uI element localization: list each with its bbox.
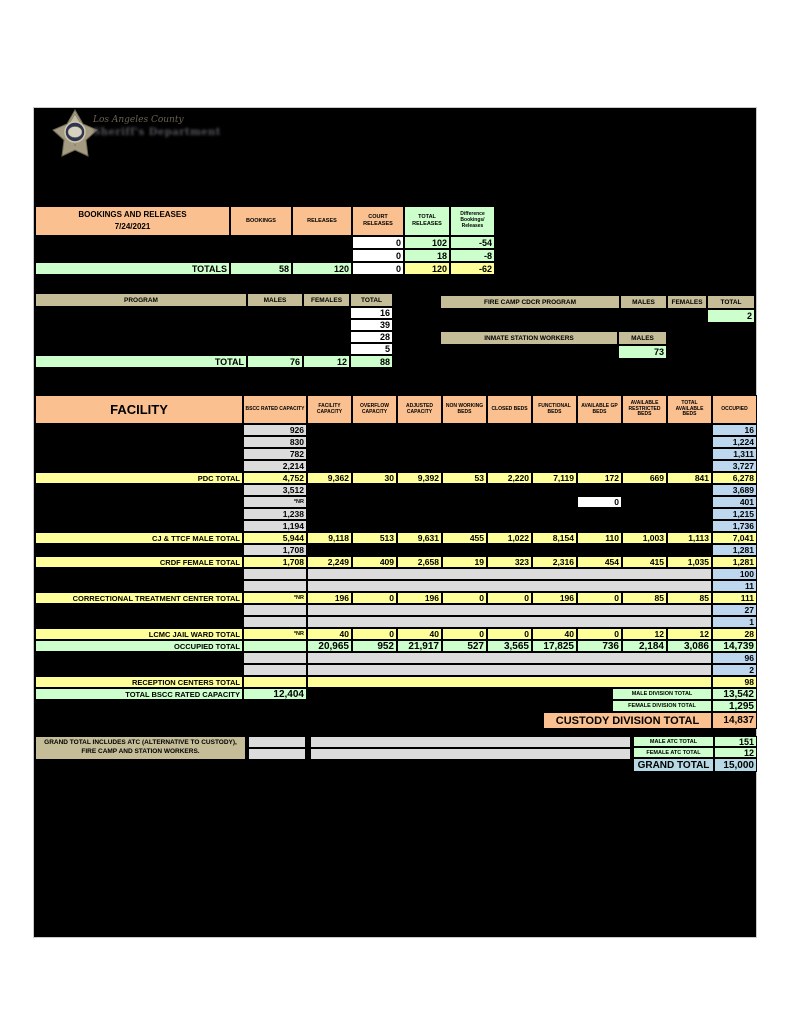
facility-title: FACILITY	[35, 395, 243, 424]
ctc-total-row	[35, 592, 757, 604]
redacted-cell	[35, 249, 352, 262]
total-cell: 0	[577, 592, 622, 604]
department-name: Sheriff's Department	[93, 127, 221, 138]
facility-row-redacted	[35, 580, 757, 592]
station-workers-males-cell: 73	[618, 345, 667, 359]
total-cell: 0	[352, 628, 397, 640]
total-cell: 2,184	[622, 640, 667, 652]
total-cell: 111	[712, 592, 757, 604]
col-header-total-releases: TOTAL RELEASES	[404, 206, 450, 236]
merged-gray-cell	[310, 736, 631, 748]
total-cell: 323	[487, 556, 532, 568]
col-header-total: TOTAL	[350, 293, 393, 307]
total-cell: 196	[397, 592, 442, 604]
station-workers-row-redacted	[440, 345, 667, 359]
total-cell: 1,708	[243, 556, 307, 568]
redacted-cell	[307, 484, 712, 496]
total-cell: 0	[577, 628, 622, 640]
redacted-cell	[35, 700, 612, 712]
fire-camp-row-redacted	[440, 309, 755, 323]
total-cell: 12	[667, 628, 712, 640]
total-cell: 110	[577, 532, 622, 544]
occupied-cell: 2	[712, 664, 757, 676]
bscc-cell: 1,238	[243, 508, 307, 520]
total-cell: 20,965	[307, 640, 352, 652]
agency-name: Los Angeles County	[93, 115, 184, 125]
program-total-cell: 16	[350, 307, 393, 319]
program-total-cell: 39	[350, 319, 393, 331]
totals-bookings: 58	[230, 262, 292, 275]
program-header-row	[35, 293, 393, 307]
col-header-non-working-beds: NON WORKING BEDS	[442, 395, 487, 424]
merged-gray-cell	[307, 580, 712, 592]
redacted-cell	[35, 343, 350, 355]
col-header-bscc-rated-capacity: BSCC RATED CAPACITY	[243, 395, 307, 424]
bscc-cell: 1,194	[243, 520, 307, 532]
col-header-available-restricted-beds: AVAILABLE RESTRICTED BEDS	[622, 395, 667, 424]
custody-division-total-row	[35, 712, 757, 729]
occupied-total-row	[35, 640, 757, 652]
bscc-cell-empty	[243, 616, 307, 628]
facility-row-redacted	[35, 616, 757, 628]
merged-gray-cell	[307, 664, 712, 676]
bscc-cell-empty	[243, 664, 307, 676]
total-cell: 736	[577, 640, 622, 652]
redacted-cell	[35, 319, 350, 331]
col-header-females: FEMALES	[667, 295, 707, 309]
program-row-redacted	[35, 307, 393, 319]
total-cell: 12	[622, 628, 667, 640]
col-header-difference: Difference Bookings/ Releases	[450, 206, 495, 236]
total-cell: 454	[577, 556, 622, 568]
bscc-cell-empty	[243, 604, 307, 616]
occupied-cell: 3,689	[712, 484, 757, 496]
fire-camp-header-row	[440, 295, 755, 309]
bscc-capacity-value: 12,404	[243, 688, 307, 700]
col-header-facility-capacity: FACILITY CAPACITY	[307, 395, 352, 424]
facility-row-redacted	[35, 508, 757, 520]
sheriff-star-badge-icon	[52, 108, 98, 164]
col-header-bookings: BOOKINGS	[230, 206, 292, 236]
total-cell: 409	[352, 556, 397, 568]
bscc-cell-empty	[243, 580, 307, 592]
occupied-cell: 27	[712, 604, 757, 616]
total-cell: 415	[622, 556, 667, 568]
total-cell: 85	[667, 592, 712, 604]
bscc-cell: 926	[243, 424, 307, 436]
total-cell: 0	[487, 628, 532, 640]
merged-gray-cell	[310, 748, 631, 760]
grand-total-row	[633, 758, 757, 772]
redacted-cell	[35, 484, 243, 496]
total-cell: 669	[622, 472, 667, 484]
cj-ttcf-male-total-row	[35, 532, 757, 544]
col-header-total: TOTAL	[707, 295, 755, 309]
total-cell	[243, 640, 307, 652]
program-table	[35, 293, 393, 368]
total-releases-cell: 18	[404, 249, 450, 262]
total-cell: *NR	[243, 592, 307, 604]
total-cell: 1,113	[667, 532, 712, 544]
redacted-cell	[622, 496, 712, 508]
fire-camp-title: FIRE CAMP CDCR PROGRAM	[440, 295, 620, 309]
redacted-cell	[35, 436, 243, 448]
total-releases-cell: 102	[404, 236, 450, 249]
col-header-court-releases: COURT RELEASES	[352, 206, 404, 236]
female-division-total-value: 1,295	[712, 700, 757, 712]
merged-gray-cell	[307, 604, 712, 616]
program-total-cell: 5	[350, 343, 393, 355]
total-cell: 30	[352, 472, 397, 484]
merged-yellow-cell	[307, 676, 712, 688]
merged-gray-cell	[248, 736, 306, 748]
total-cell: 2,249	[307, 556, 352, 568]
female-atc-total-value: 12	[714, 747, 757, 758]
redacted-cell	[35, 664, 243, 676]
total-cell: 2,316	[532, 556, 577, 568]
occupied-cell: 1,281	[712, 544, 757, 556]
bscc-cell: 1,708	[243, 544, 307, 556]
crdf-female-total-row	[35, 556, 757, 568]
grand-total-value: 15,000	[714, 758, 757, 772]
totals-court-releases: 0	[352, 262, 404, 275]
facility-table	[35, 395, 757, 729]
bscc-cell: 830	[243, 436, 307, 448]
program-row-redacted	[35, 331, 393, 343]
redacted-cell	[35, 568, 243, 580]
redacted-cell	[35, 712, 543, 729]
fire-camp-table	[440, 295, 755, 323]
pdc-total-label: PDC TOTAL	[35, 472, 243, 484]
total-cell: 527	[442, 640, 487, 652]
total-cell: 53	[442, 472, 487, 484]
col-header-overflow-capacity: OVERFLOW CAPACITY	[352, 395, 397, 424]
redacted-cell	[35, 236, 352, 249]
bookings-releases-table	[35, 206, 495, 275]
difference-cell: -54	[450, 236, 495, 249]
col-header-occupied: OCCUPIED	[712, 395, 757, 424]
facility-row-redacted	[35, 448, 757, 460]
redacted-cell	[35, 448, 243, 460]
col-header-males: MALES	[618, 331, 667, 345]
total-cell: 1,003	[622, 532, 667, 544]
total-cell: 9,118	[307, 532, 352, 544]
total-cell: 28	[712, 628, 757, 640]
total-cell: 9,392	[397, 472, 442, 484]
total-cell: 0	[442, 628, 487, 640]
redacted-cell	[307, 688, 612, 700]
total-cell: 9,631	[397, 532, 442, 544]
redacted-cell	[440, 345, 618, 359]
lcmc-total-row	[35, 628, 757, 640]
male-division-total-value: 13,542	[712, 688, 757, 700]
difference-cell: -8	[450, 249, 495, 262]
redacted-cell	[35, 331, 350, 343]
redacted-cell	[35, 520, 243, 532]
redacted-cell	[35, 652, 243, 664]
grand-total-note: GRAND TOTAL INCLUDES ATC (ALTERNATIVE TO CUSTODY), FIRE CAMP AND STATION WORKERS.	[35, 736, 246, 760]
occupied-cell: 16	[712, 424, 757, 436]
redacted-cell	[35, 604, 243, 616]
occupied-cell: 100	[712, 568, 757, 580]
bookings-totals-row	[35, 262, 495, 275]
total-cell: 3,086	[667, 640, 712, 652]
station-workers-table	[440, 331, 667, 359]
redacted-cell	[35, 508, 243, 520]
occupied-cell: 401	[712, 496, 757, 508]
reception-total-row	[35, 676, 757, 688]
bscc-cell-empty	[243, 568, 307, 580]
grand-total-label: GRAND TOTAL	[633, 758, 714, 772]
bscc-cell: *NR	[243, 496, 307, 508]
total-cell: 196	[532, 592, 577, 604]
total-cell: 0	[352, 592, 397, 604]
bookings-row-redacted	[35, 249, 495, 262]
total-cell: 85	[622, 592, 667, 604]
col-header-adjusted-capacity: ADJUSTED CAPACITY	[397, 395, 442, 424]
redacted-cell	[35, 544, 243, 556]
fire-camp-total-cell: 2	[707, 309, 755, 323]
facility-row-redacted	[35, 484, 757, 496]
occupied-cell: 11	[712, 580, 757, 592]
col-header-closed-beds: CLOSED BEDS	[487, 395, 532, 424]
custody-division-total-value: 14,837	[712, 712, 757, 729]
total-cell: 7,119	[532, 472, 577, 484]
station-workers-header-row	[440, 331, 667, 345]
crdf-total-label: CRDF FEMALE TOTAL	[35, 556, 243, 568]
total-cell: 7,041	[712, 532, 757, 544]
redacted-cell	[35, 424, 243, 436]
redacted-cell	[307, 508, 712, 520]
program-title: PROGRAM	[35, 293, 247, 307]
total-cell: 9,362	[307, 472, 352, 484]
totals-difference: -62	[450, 262, 495, 275]
custody-division-total-label: CUSTODY DIVISION TOTAL	[543, 712, 712, 729]
facility-row-redacted	[35, 652, 757, 664]
redacted-cell	[307, 436, 712, 448]
female-atc-total-row	[633, 747, 757, 758]
totals-releases: 120	[292, 262, 352, 275]
court-releases-cell: 0	[352, 236, 404, 249]
total-cell: 952	[352, 640, 397, 652]
occupied-cell: 1,224	[712, 436, 757, 448]
bookings-header-row	[35, 206, 495, 236]
bookings-title-cell	[35, 206, 230, 236]
occupied-cell: 1,215	[712, 508, 757, 520]
redacted-cell	[35, 616, 243, 628]
court-releases-cell: 0	[352, 249, 404, 262]
total-cell: 14,739	[712, 640, 757, 652]
bscc-capacity-label: TOTAL BSCC RATED CAPACITY	[35, 688, 243, 700]
total-cell: 455	[442, 532, 487, 544]
total-cell: 19	[442, 556, 487, 568]
total-cell-empty	[243, 676, 307, 688]
total-cell: 3,565	[487, 640, 532, 652]
col-header-available-gp-beds: AVAILABLE GP BEDS	[577, 395, 622, 424]
program-totals-males: 76	[247, 355, 303, 368]
facility-row-redacted	[35, 496, 757, 508]
occupied-cell: 1,311	[712, 448, 757, 460]
total-cell: 1,035	[667, 556, 712, 568]
total-cell: 2,220	[487, 472, 532, 484]
program-totals-total: 88	[350, 355, 393, 368]
redacted-cell	[307, 496, 577, 508]
total-cell: 8,154	[532, 532, 577, 544]
col-header-releases: RELEASES	[292, 206, 352, 236]
ctc-total-label: CORRECTIONAL TREATMENT CENTER TOTAL	[35, 592, 243, 604]
total-cell: *NR	[243, 628, 307, 640]
program-row-redacted	[35, 343, 393, 355]
program-totals-row	[35, 355, 393, 368]
redacted-cell	[35, 307, 350, 319]
female-division-total-label: FEMALE DIVISION TOTAL	[612, 700, 712, 712]
bscc-cell: 3,512	[243, 484, 307, 496]
cj-ttcf-total-label: CJ & TTCF MALE TOTAL	[35, 532, 243, 544]
pdc-total-row	[35, 472, 757, 484]
merged-gray-cell	[307, 568, 712, 580]
lcmc-total-label: LCMC JAIL WARD TOTAL	[35, 628, 243, 640]
redacted-cell	[307, 460, 712, 472]
redacted-cell	[307, 544, 712, 556]
program-totals-label: TOTAL	[35, 355, 247, 368]
bscc-cell-empty	[243, 652, 307, 664]
bscc-cell: 782	[243, 448, 307, 460]
total-cell: 21,917	[397, 640, 442, 652]
bookings-row-redacted	[35, 236, 495, 249]
facility-row-redacted	[35, 460, 757, 472]
redacted-cell	[440, 309, 707, 323]
male-atc-total-label: MALE ATC TOTAL	[633, 736, 714, 747]
occupied-cell: 1	[712, 616, 757, 628]
total-cell: 6,278	[712, 472, 757, 484]
total-cell: 17,825	[532, 640, 577, 652]
total-cell: 40	[307, 628, 352, 640]
bscc-capacity-row	[35, 688, 757, 700]
merged-gray-cell	[307, 616, 712, 628]
redacted-cell	[307, 424, 712, 436]
redacted-cell	[35, 580, 243, 592]
total-cell: 5,944	[243, 532, 307, 544]
redacted-cell	[35, 460, 243, 472]
totals-label: TOTALS	[35, 262, 230, 275]
male-atc-total-row	[633, 736, 757, 747]
total-cell: 4,752	[243, 472, 307, 484]
program-totals-females: 12	[303, 355, 350, 368]
station-workers-title: INMATE STATION WORKERS	[440, 331, 618, 345]
bscc-cell: 2,214	[243, 460, 307, 472]
male-atc-total-value: 151	[714, 736, 757, 747]
program-row-redacted	[35, 319, 393, 331]
facility-row-redacted	[35, 424, 757, 436]
occupied-cell: 96	[712, 652, 757, 664]
facility-row-redacted	[35, 604, 757, 616]
total-cell: 513	[352, 532, 397, 544]
merged-gray-cell	[307, 652, 712, 664]
col-header-total-available-beds: TOTAL AVAILABLE BEDS	[667, 395, 712, 424]
facility-row-redacted	[35, 544, 757, 556]
facility-row-redacted	[35, 568, 757, 580]
total-cell: 841	[667, 472, 712, 484]
facility-row-redacted	[35, 664, 757, 676]
total-cell: 0	[442, 592, 487, 604]
bookings-date: 7/24/2021	[114, 222, 151, 231]
reception-total-label: RECEPTION CENTERS TOTAL	[35, 676, 243, 688]
female-division-total-row	[35, 700, 757, 712]
total-cell: 2,658	[397, 556, 442, 568]
occupied-cell: 3,727	[712, 460, 757, 472]
total-cell: 40	[397, 628, 442, 640]
total-cell: 0	[487, 592, 532, 604]
bookings-title: BOOKINGS AND RELEASES	[78, 210, 187, 219]
facility-row-redacted	[35, 520, 757, 532]
col-header-females: FEMALES	[303, 293, 350, 307]
atc-totals-block	[633, 736, 757, 772]
merged-gray-cell	[248, 748, 306, 760]
occupied-total-label: OCCUPIED TOTAL	[35, 640, 243, 652]
total-cell: 196	[307, 592, 352, 604]
occupied-cell: 1,736	[712, 520, 757, 532]
occupied-cell: 98	[712, 676, 757, 688]
facility-row-redacted	[35, 436, 757, 448]
total-cell: 1,022	[487, 532, 532, 544]
totals-total-releases: 120	[404, 262, 450, 275]
redacted-cell	[307, 448, 712, 460]
female-atc-total-label: FEMALE ATC TOTAL	[633, 747, 714, 758]
col-header-males: MALES	[247, 293, 303, 307]
col-header-functional-beds: FUNCTIONAL BEDS	[532, 395, 577, 424]
male-division-total-label: MALE DIVISION TOTAL	[612, 688, 712, 700]
program-total-cell: 28	[350, 331, 393, 343]
redacted-cell	[307, 520, 712, 532]
total-cell: 40	[532, 628, 577, 640]
redacted-cell	[35, 496, 243, 508]
col-header-males: MALES	[620, 295, 667, 309]
total-cell: 172	[577, 472, 622, 484]
total-cell: 1,281	[712, 556, 757, 568]
facility-header-row	[35, 395, 757, 424]
available-gp-cell: 0	[577, 496, 622, 508]
